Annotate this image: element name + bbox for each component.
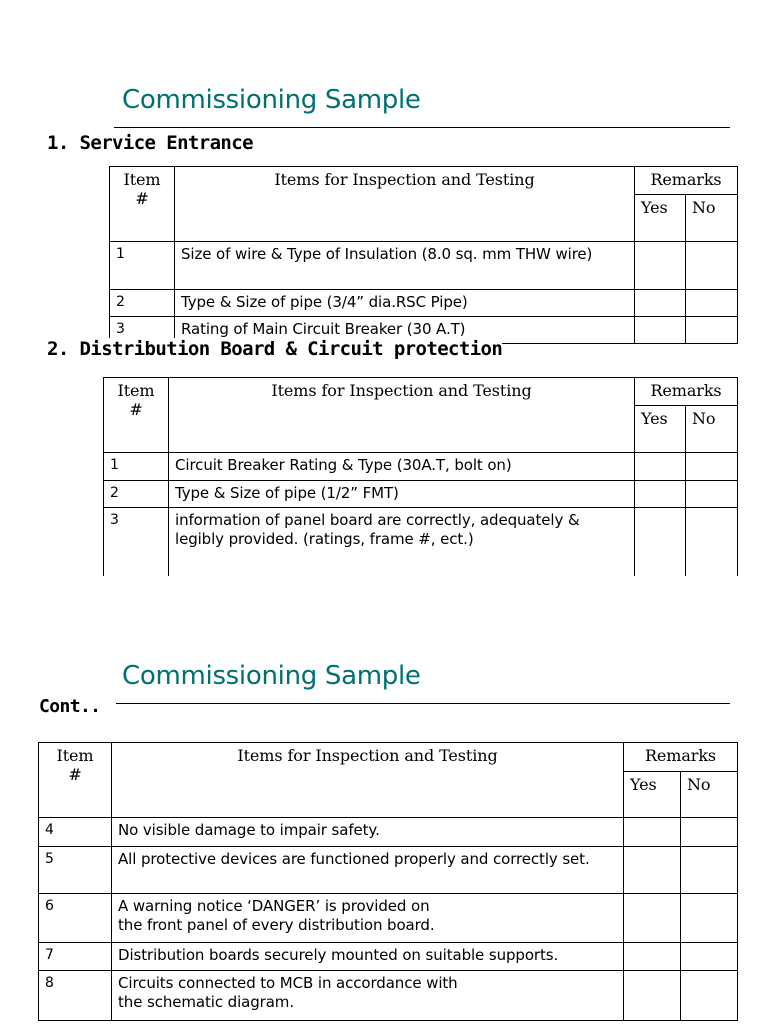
- no-checkbox-cell[interactable]: [686, 317, 738, 344]
- row-description: Distribution boards securely mounted on suitable supports.: [112, 943, 624, 971]
- continued-label: Cont..: [39, 696, 101, 717]
- section-heading-distribution-board: 2. Distribution Board & Circuit protection: [47, 338, 503, 360]
- no-checkbox-cell[interactable]: [681, 894, 738, 943]
- row-number: 8: [39, 971, 112, 1021]
- distribution-board-table: [103, 377, 738, 576]
- no-checkbox-cell[interactable]: [681, 847, 738, 894]
- row-description: Rating of Main Circuit Breaker (30 A.T): [175, 317, 635, 344]
- header-item-number: Item #: [104, 378, 169, 453]
- yes-checkbox-cell[interactable]: [635, 453, 686, 481]
- yes-checkbox-cell[interactable]: [624, 894, 681, 943]
- header-item-number: Item #: [110, 167, 175, 242]
- row-number: 1: [104, 453, 169, 481]
- row-description: Type & Size of pipe (1/2” FMT): [169, 481, 635, 508]
- no-checkbox-cell[interactable]: [686, 290, 738, 317]
- row-number: 2: [110, 290, 175, 317]
- yes-checkbox-cell[interactable]: [635, 242, 686, 290]
- yes-checkbox-cell[interactable]: [624, 971, 681, 1021]
- header-items-inspection: Items for Inspection and Testing: [175, 167, 635, 242]
- no-checkbox-cell[interactable]: [686, 453, 738, 481]
- row-description: A warning notice ‘DANGER’ is provided on the front panel of every distribution board.: [112, 894, 624, 943]
- table-row: [104, 508, 738, 576]
- row-description: All protective devices are functioned properly and correctly set.: [112, 847, 624, 894]
- table-row: [104, 481, 738, 508]
- header-yes: Yes: [635, 406, 686, 453]
- table-row: [39, 818, 738, 847]
- header-no: No: [686, 195, 738, 242]
- table-row: [110, 242, 738, 290]
- row-description: Circuit Breaker Rating & Type (30A.T, bolt on): [169, 453, 635, 481]
- no-checkbox-cell[interactable]: [686, 242, 738, 290]
- section-heading-service-entrance: 1. Service Entrance: [47, 132, 253, 154]
- service-entrance-table: [109, 166, 738, 344]
- continued-inspection-table: [38, 742, 738, 1021]
- header-no: No: [681, 772, 738, 818]
- row-description: No visible damage to impair safety.: [112, 818, 624, 847]
- row-number: 6: [39, 894, 112, 943]
- header-remarks: Remarks: [635, 378, 738, 406]
- row-number: 2: [104, 481, 169, 508]
- row-number: 7: [39, 943, 112, 971]
- no-checkbox-cell[interactable]: [686, 481, 738, 508]
- row-number: 4: [39, 818, 112, 847]
- row-description: Type & Size of pipe (3/4” dia.RSC Pipe): [175, 290, 635, 317]
- table-row: [39, 847, 738, 894]
- header-no: No: [686, 406, 738, 453]
- yes-checkbox-cell[interactable]: [624, 847, 681, 894]
- page-title: Commissioning Sample: [122, 85, 421, 115]
- row-description: Circuits connected to MCB in accordance with the schematic diagram.: [112, 971, 624, 1021]
- yes-checkbox-cell[interactable]: [624, 943, 681, 971]
- header-remarks: Remarks: [624, 743, 738, 772]
- yes-checkbox-cell[interactable]: [635, 481, 686, 508]
- row-number: 5: [39, 847, 112, 894]
- no-checkbox-cell[interactable]: [681, 971, 738, 1021]
- row-description: Size of wire & Type of Insulation (8.0 sq. mm THW wire): [175, 242, 635, 290]
- no-checkbox-cell[interactable]: [681, 818, 738, 847]
- table-row: [104, 453, 738, 481]
- title-rule: [114, 127, 730, 128]
- row-number: 1: [110, 242, 175, 290]
- table-row: [39, 894, 738, 943]
- header-remarks: Remarks: [635, 167, 738, 195]
- table-row: [110, 290, 738, 317]
- row-description: information of panel board are correctly, adequately & legibly provided. (ratings, frame #, ect.): [169, 508, 635, 576]
- table-row: [39, 971, 738, 1021]
- yes-checkbox-cell[interactable]: [635, 317, 686, 344]
- header-yes: Yes: [635, 195, 686, 242]
- table-row: [39, 943, 738, 971]
- no-checkbox-cell[interactable]: [681, 943, 738, 971]
- header-item-number: Item #: [39, 743, 112, 818]
- header-items-inspection: Items for Inspection and Testing: [169, 378, 635, 453]
- title-rule: [116, 703, 730, 704]
- header-yes: Yes: [624, 772, 681, 818]
- row-number: 3: [104, 508, 169, 576]
- header-items-inspection: Items for Inspection and Testing: [112, 743, 624, 818]
- no-checkbox-cell[interactable]: [686, 508, 738, 576]
- yes-checkbox-cell[interactable]: [624, 818, 681, 847]
- row-number: 3: [110, 317, 175, 344]
- page-title: Commissioning Sample: [122, 661, 421, 691]
- yes-checkbox-cell[interactable]: [635, 508, 686, 576]
- yes-checkbox-cell[interactable]: [635, 290, 686, 317]
